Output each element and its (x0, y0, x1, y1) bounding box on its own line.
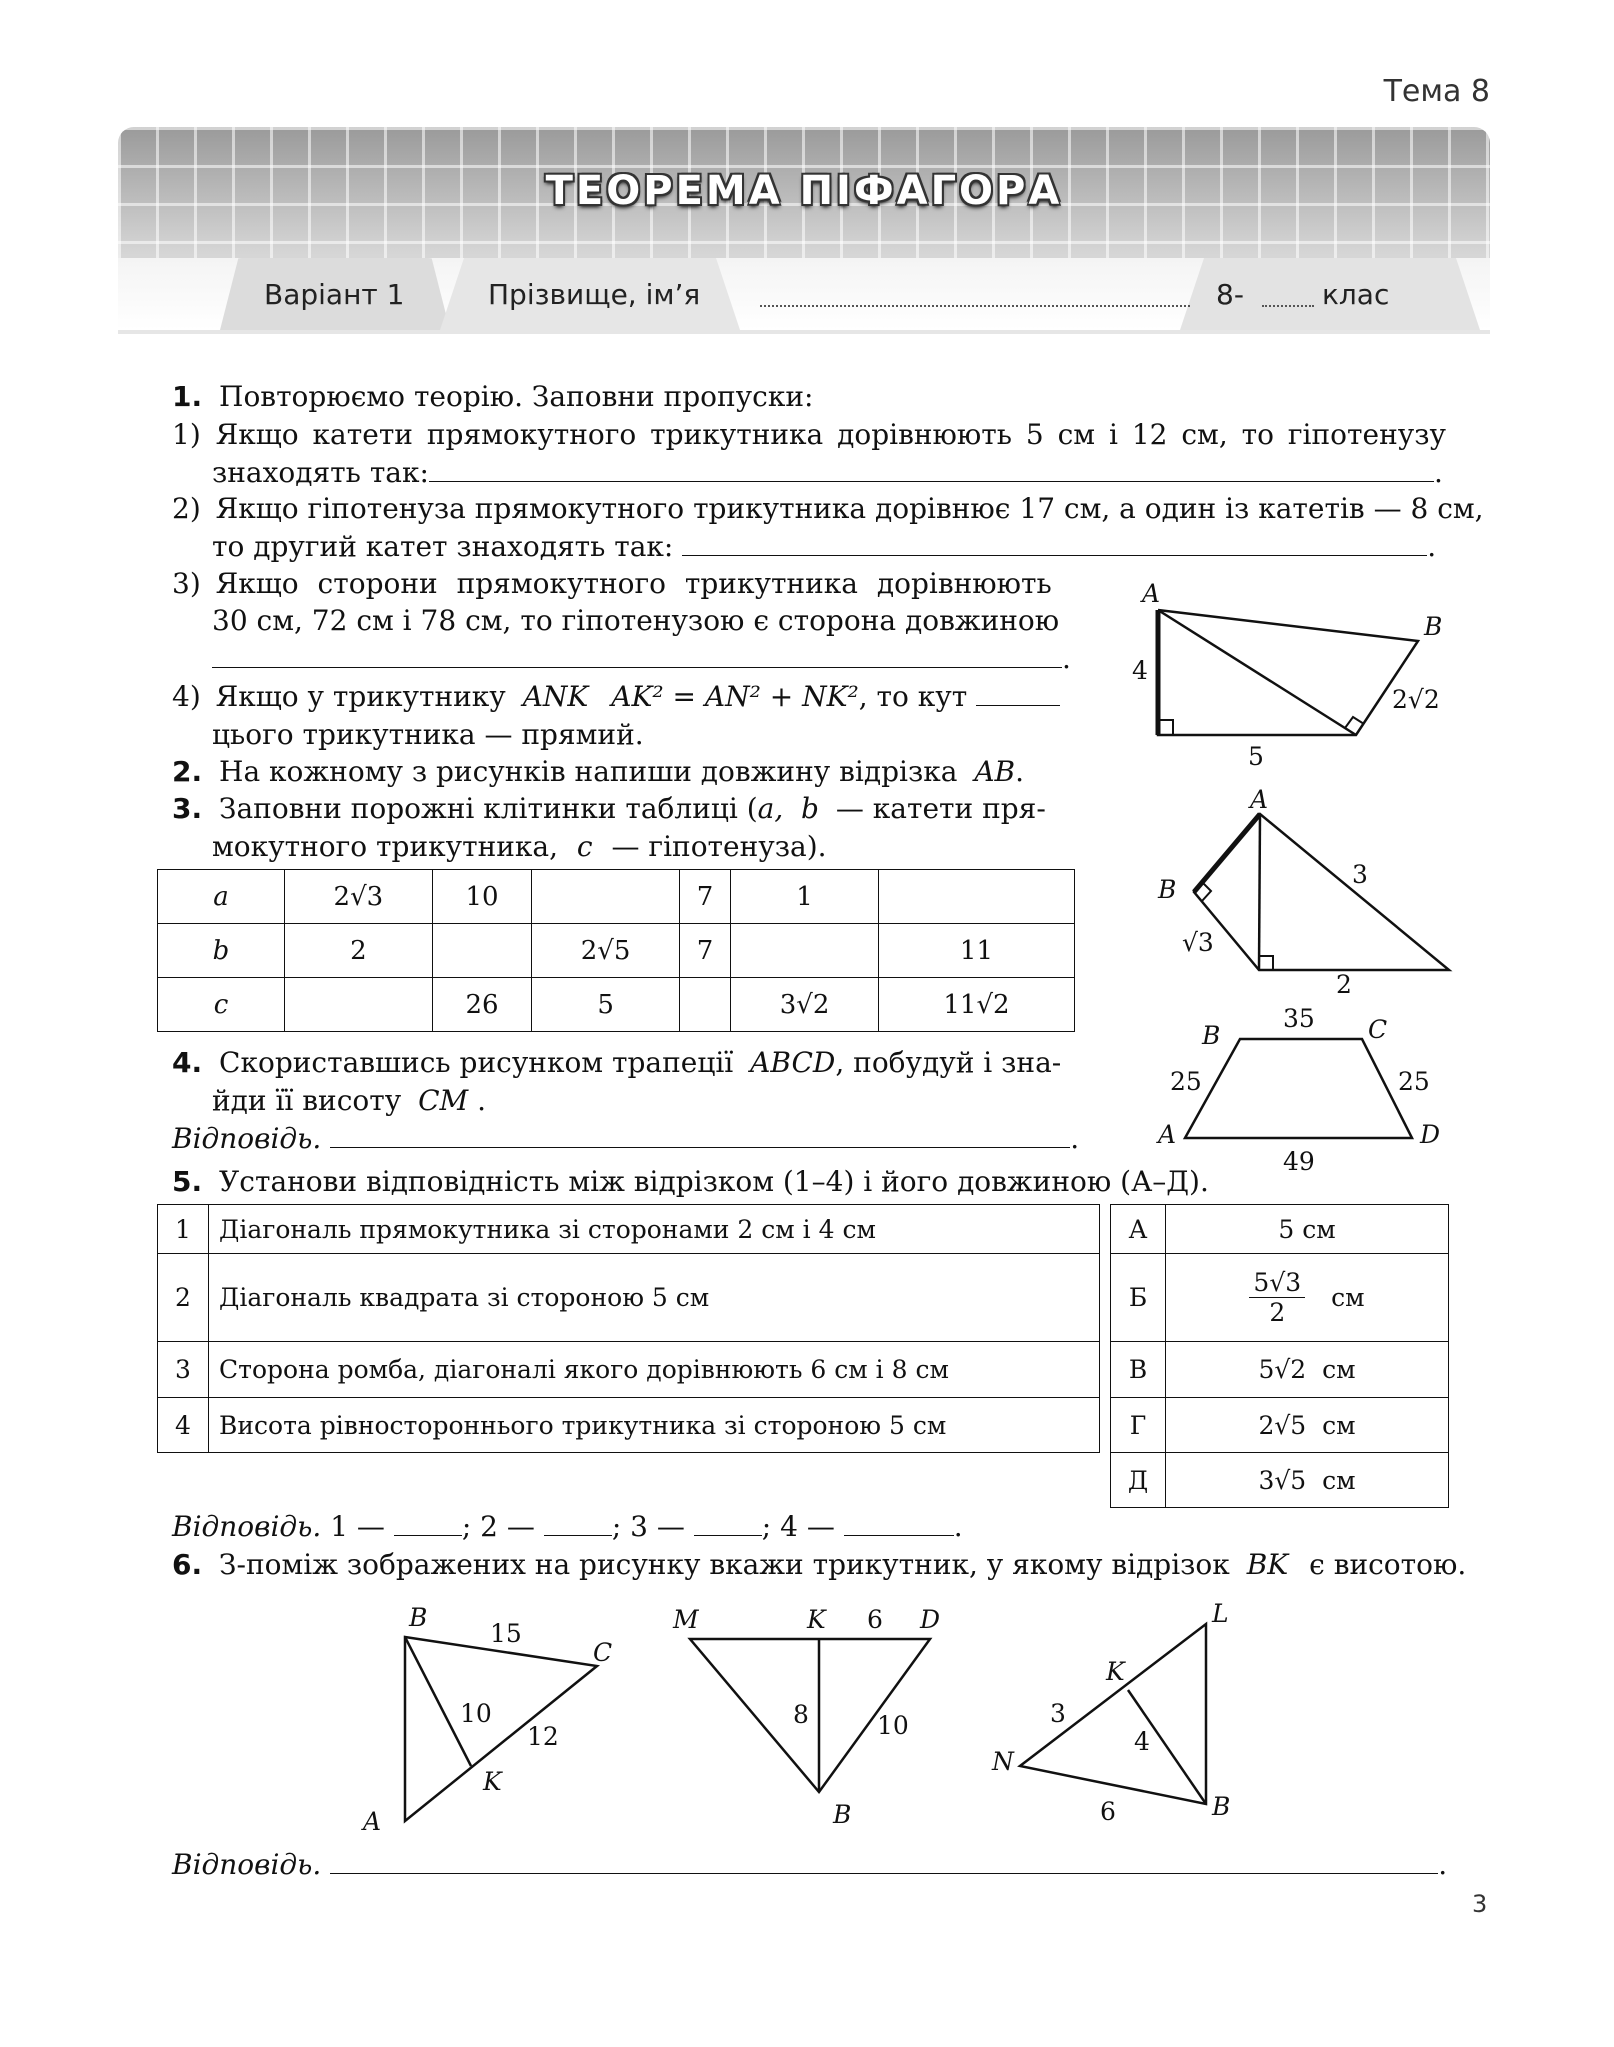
length-label: 2 (1336, 970, 1352, 999)
table-cell[interactable]: 3√2 (731, 978, 879, 1032)
task1-item2 (172, 490, 1484, 528)
item-number: 2 (158, 1254, 209, 1342)
answer-part: . (953, 1510, 963, 1543)
item-text: знаходять так: (212, 456, 429, 489)
option-letter: В (1111, 1342, 1166, 1398)
pythagoras-equation: AK² = AN² + NK² (611, 680, 859, 713)
option-value: 2√5 см (1166, 1398, 1449, 1453)
item-number: 2) (172, 492, 201, 525)
segment-name: AB (974, 755, 1016, 788)
header-bottom-rule (118, 330, 1490, 334)
item-text: Висота рівностороннього трикутника зі стороною 5 см (209, 1398, 1100, 1453)
table-row (1111, 1205, 1449, 1254)
vertex-label: C (1368, 1015, 1388, 1044)
answer-label: Відповідь. (172, 1122, 322, 1155)
table-cell[interactable] (679, 978, 730, 1032)
task3-text: мокутного трикутника, (212, 830, 559, 863)
row-label: c (158, 978, 285, 1032)
length-label: 35 (1283, 1004, 1315, 1033)
vertex-label: D (1420, 1120, 1441, 1149)
answer-part: ; 3 — (611, 1510, 685, 1543)
length-label: 8 (793, 1700, 809, 1729)
trapezoid-outline (1185, 1039, 1412, 1138)
table-row (158, 1205, 1100, 1254)
triangle-outline (1020, 1624, 1206, 1804)
class-label: 8- (1216, 278, 1244, 311)
name-label: Прізвище, ім’я (488, 278, 701, 311)
table-cell[interactable] (878, 870, 1074, 924)
name-field[interactable] (760, 305, 1190, 307)
row-label: b (158, 924, 285, 978)
table-cell[interactable]: 2√5 (532, 924, 680, 978)
page-number: 3 (1472, 1890, 1488, 1918)
unit: см (1331, 1283, 1365, 1312)
figure-right-quadrilateral (1120, 575, 1460, 785)
diagonal (1158, 610, 1356, 735)
length-label: 15 (490, 1619, 522, 1648)
vertex-label: M (673, 1605, 699, 1634)
item-text: Діагональ прямокутника зі сторонами 2 см і 4 см (209, 1205, 1100, 1254)
table-cell[interactable] (432, 924, 531, 978)
task2 (172, 753, 1024, 791)
length-label: √3 (1182, 928, 1214, 957)
triangle-name: ANK (522, 680, 589, 713)
task5-heading (172, 1163, 1209, 1201)
height-name: CM (418, 1084, 469, 1117)
answer-blank[interactable] (544, 1511, 612, 1536)
trapezoid-name: ABCD (750, 1046, 836, 1079)
right-angle-mark (1202, 882, 1211, 901)
option-letter: Г (1111, 1398, 1166, 1453)
answer-blank[interactable] (976, 681, 1060, 706)
item-number: 4) (172, 680, 201, 713)
task6-text: є висотою. (1309, 1548, 1467, 1581)
fraction-denominator: 2 (1269, 1298, 1286, 1327)
table-cell[interactable] (731, 924, 879, 978)
fraction-numerator: 5√3 (1249, 1268, 1305, 1298)
task6-text: З-поміж зображених на рисунку вкажи трикутник, у якому відрізок (219, 1548, 1230, 1581)
task4-answer: Відповідь. . (172, 1122, 1080, 1155)
vertex-label: B (833, 1800, 852, 1829)
task2-number: 2. (172, 755, 203, 788)
table-cell[interactable]: 5 (532, 978, 680, 1032)
task4-line1 (172, 1044, 1061, 1082)
length-label: 4 (1132, 656, 1148, 685)
task5-text: Установи відповідність між відрізком (1–4) і його довжиною (А–Д). (219, 1165, 1209, 1198)
figure-triangle-altitude (1140, 783, 1480, 998)
item-text: , то кут (858, 680, 968, 713)
vertex-label: K (807, 1605, 826, 1634)
vertex-label: D (920, 1605, 941, 1634)
table-cell[interactable]: 10 (432, 870, 531, 924)
length-label: 25 (1398, 1067, 1430, 1096)
task5-left-table (157, 1204, 1100, 1453)
table-row (158, 1254, 1100, 1342)
length-label: 3 (1050, 1699, 1066, 1728)
option-letter: А (1111, 1205, 1166, 1254)
figure-triangle-abc (355, 1590, 635, 1840)
task3-text: Заповни порожні клітинки таблиці ( (219, 792, 758, 825)
option-letter: Б (1111, 1254, 1166, 1342)
vertex-label: C (593, 1638, 613, 1667)
task1-item3 (172, 565, 1052, 603)
item-number: 1 (158, 1205, 209, 1254)
figure-trapezoid (1150, 1000, 1460, 1185)
period: . (1015, 755, 1025, 788)
task3-line2 (212, 828, 827, 866)
table-row (1111, 1453, 1449, 1508)
answer-blank[interactable] (682, 531, 1427, 556)
table-cell[interactable]: 26 (432, 978, 531, 1032)
task1-item3-blank-line: . (212, 640, 1071, 678)
vertex-label: A (1250, 785, 1269, 814)
figure-triangle-nlb (980, 1590, 1260, 1840)
answer-blank[interactable] (330, 1849, 1438, 1874)
length-label: 49 (1283, 1147, 1315, 1176)
answer-blank[interactable] (330, 1123, 1070, 1148)
task4-text: , побудуй і зна- (835, 1046, 1062, 1079)
answer-blank[interactable] (212, 643, 1062, 668)
item-number: 3 (158, 1342, 209, 1398)
length-label: 4 (1134, 1727, 1150, 1756)
table-row (1111, 1254, 1449, 1342)
task5-right-table (1110, 1204, 1449, 1508)
item-text: Діагональ квадрата зі стороною 5 см (209, 1254, 1100, 1342)
answer-blank[interactable] (694, 1511, 762, 1536)
length-label: 25 (1170, 1067, 1202, 1096)
answer-blank[interactable] (844, 1511, 954, 1536)
altitude (1259, 814, 1260, 970)
table-cell[interactable] (532, 870, 680, 924)
task4-text: Скориставшись рисунком трапеції (219, 1046, 734, 1079)
table-row (1111, 1398, 1449, 1453)
answer-blank[interactable] (429, 457, 1434, 482)
task1-intro-text: Повторюємо теорію. Заповни пропуски: (219, 380, 814, 413)
vertex-label: B (1424, 612, 1443, 641)
length-label: 6 (1100, 1797, 1116, 1826)
vertex-label: A (1142, 579, 1161, 608)
item-number: 1) (172, 418, 201, 451)
item-text: Якщо гіпотенуза прямокутного трикутника дорівнює 17 см, а один із катетів — 8 см, (215, 492, 1484, 525)
length-label: 5 (1248, 742, 1264, 771)
task1-number: 1. (172, 380, 203, 413)
task2-text: На кожному з рисунків напиши довжину відрізка (219, 755, 958, 788)
table-row (158, 870, 1075, 924)
item-text: Сторона ромба, діагоналі якого дорівнюють 6 см і 8 см (209, 1342, 1100, 1398)
vertex-label: A (1158, 1120, 1177, 1149)
triangle-outline (1194, 814, 1449, 970)
right-angle-mark (1259, 956, 1273, 970)
row-label: a (158, 870, 285, 924)
vertex-label: N (992, 1747, 1014, 1776)
table-cell[interactable]: 2 (285, 924, 433, 978)
task1-item1 (172, 416, 1446, 454)
table-cell[interactable]: 7 (679, 870, 730, 924)
item-text: Якщо сторони прямокутного трикутника дорівнюють (215, 567, 1052, 600)
table-row (158, 924, 1075, 978)
item-text: Якщо катети прямокутного трикутника дорівнюють 5 см і 12 см, то гіпотенузу (215, 418, 1446, 451)
class-suffix: клас (1322, 278, 1390, 311)
item-text: цього трикутника — прямий. (212, 718, 644, 751)
item-text: то другий катет знаходять так: (212, 530, 674, 563)
table-cell[interactable] (285, 978, 433, 1032)
table-row (158, 1342, 1100, 1398)
vertex-label: B (1158, 875, 1177, 904)
period: . (477, 1084, 487, 1117)
length-label: 3 (1352, 860, 1368, 889)
task3-table (157, 869, 1075, 1032)
vertex-label: A (363, 1807, 382, 1836)
task4-line2 (212, 1082, 486, 1120)
quadrilateral-outline (1158, 610, 1418, 735)
answer-part: 1 — (330, 1510, 385, 1543)
answer-label: Відповідь. (172, 1848, 322, 1881)
option-value: 5 см (1166, 1205, 1449, 1254)
segment-name: BK (1246, 1548, 1289, 1581)
table-cell[interactable]: 1 (731, 870, 879, 924)
topic-label: Тема 8 (1383, 74, 1490, 109)
length-label: 10 (877, 1711, 909, 1740)
table-cell[interactable]: 11 (878, 924, 1074, 978)
task5-number: 5. (172, 1165, 203, 1198)
option-value: 5√2 см (1166, 1342, 1449, 1398)
table-cell[interactable]: 7 (679, 924, 730, 978)
vertex-label: B (1212, 1792, 1231, 1821)
item-number: 3) (172, 567, 201, 600)
item-text: 30 см, 72 см і 78 см, то гіпотенузою є сторона довжиною (212, 604, 1060, 637)
length-label: 2√2 (1392, 685, 1440, 714)
task6 (172, 1546, 1466, 1584)
answer-part: ; 4 — (761, 1510, 835, 1543)
answer-blank[interactable] (394, 1511, 462, 1536)
task1-item4 (172, 678, 1060, 716)
task3-line1 (172, 790, 1046, 828)
table-row (1111, 1342, 1449, 1398)
option-value: 3√5 см (1166, 1453, 1449, 1508)
option-value-fraction (1166, 1254, 1449, 1342)
item-text: Якщо у трикутнику (215, 680, 506, 713)
table-cell[interactable]: 11√2 (878, 978, 1074, 1032)
task3-text: — гіпотенуза). (611, 830, 827, 863)
task5-answer (172, 1508, 963, 1546)
answer-part: ; 2 — (461, 1510, 535, 1543)
page-title: ТЕОРЕМА ПІФАГОРА (545, 168, 1063, 214)
figure-triangle-mdb (665, 1590, 965, 1840)
task4-text: йди її висоту (212, 1084, 402, 1117)
variable-c: c (576, 830, 593, 863)
task6-answer: Відповідь. . (172, 1848, 1448, 1881)
table-cell[interactable]: 2√3 (285, 870, 433, 924)
task1-item2-cont: то другий катет знаходять так: . (212, 530, 1437, 563)
task6-number: 6. (172, 1548, 203, 1581)
vertex-label: K (1106, 1657, 1125, 1686)
vertex-label: B (409, 1603, 428, 1632)
length-label: 10 (460, 1699, 492, 1728)
segment-ab (1194, 814, 1260, 892)
vertex-label: B (1202, 1021, 1221, 1050)
task1-item3-cont (212, 602, 1059, 640)
task1-item1-cont: знаходять так: . (212, 456, 1443, 489)
vertex-label: L (1212, 1599, 1229, 1628)
option-letter: Д (1111, 1453, 1166, 1508)
length-label: 6 (867, 1605, 883, 1634)
class-field[interactable] (1262, 305, 1314, 307)
table-row (158, 978, 1075, 1032)
length-label: 12 (527, 1722, 559, 1751)
vertex-label: K (483, 1767, 502, 1796)
task1-item4-cont (212, 716, 644, 754)
item-number: 4 (158, 1398, 209, 1453)
task4-number: 4. (172, 1046, 203, 1079)
variables: a, b (757, 792, 819, 825)
task3-text: — катети пря- (835, 792, 1046, 825)
task3-number: 3. (172, 792, 203, 825)
table-row (158, 1398, 1100, 1453)
variant-label: Варіант 1 (264, 278, 405, 311)
answer-label: Відповідь. (172, 1510, 322, 1543)
task1-intro (172, 378, 813, 416)
